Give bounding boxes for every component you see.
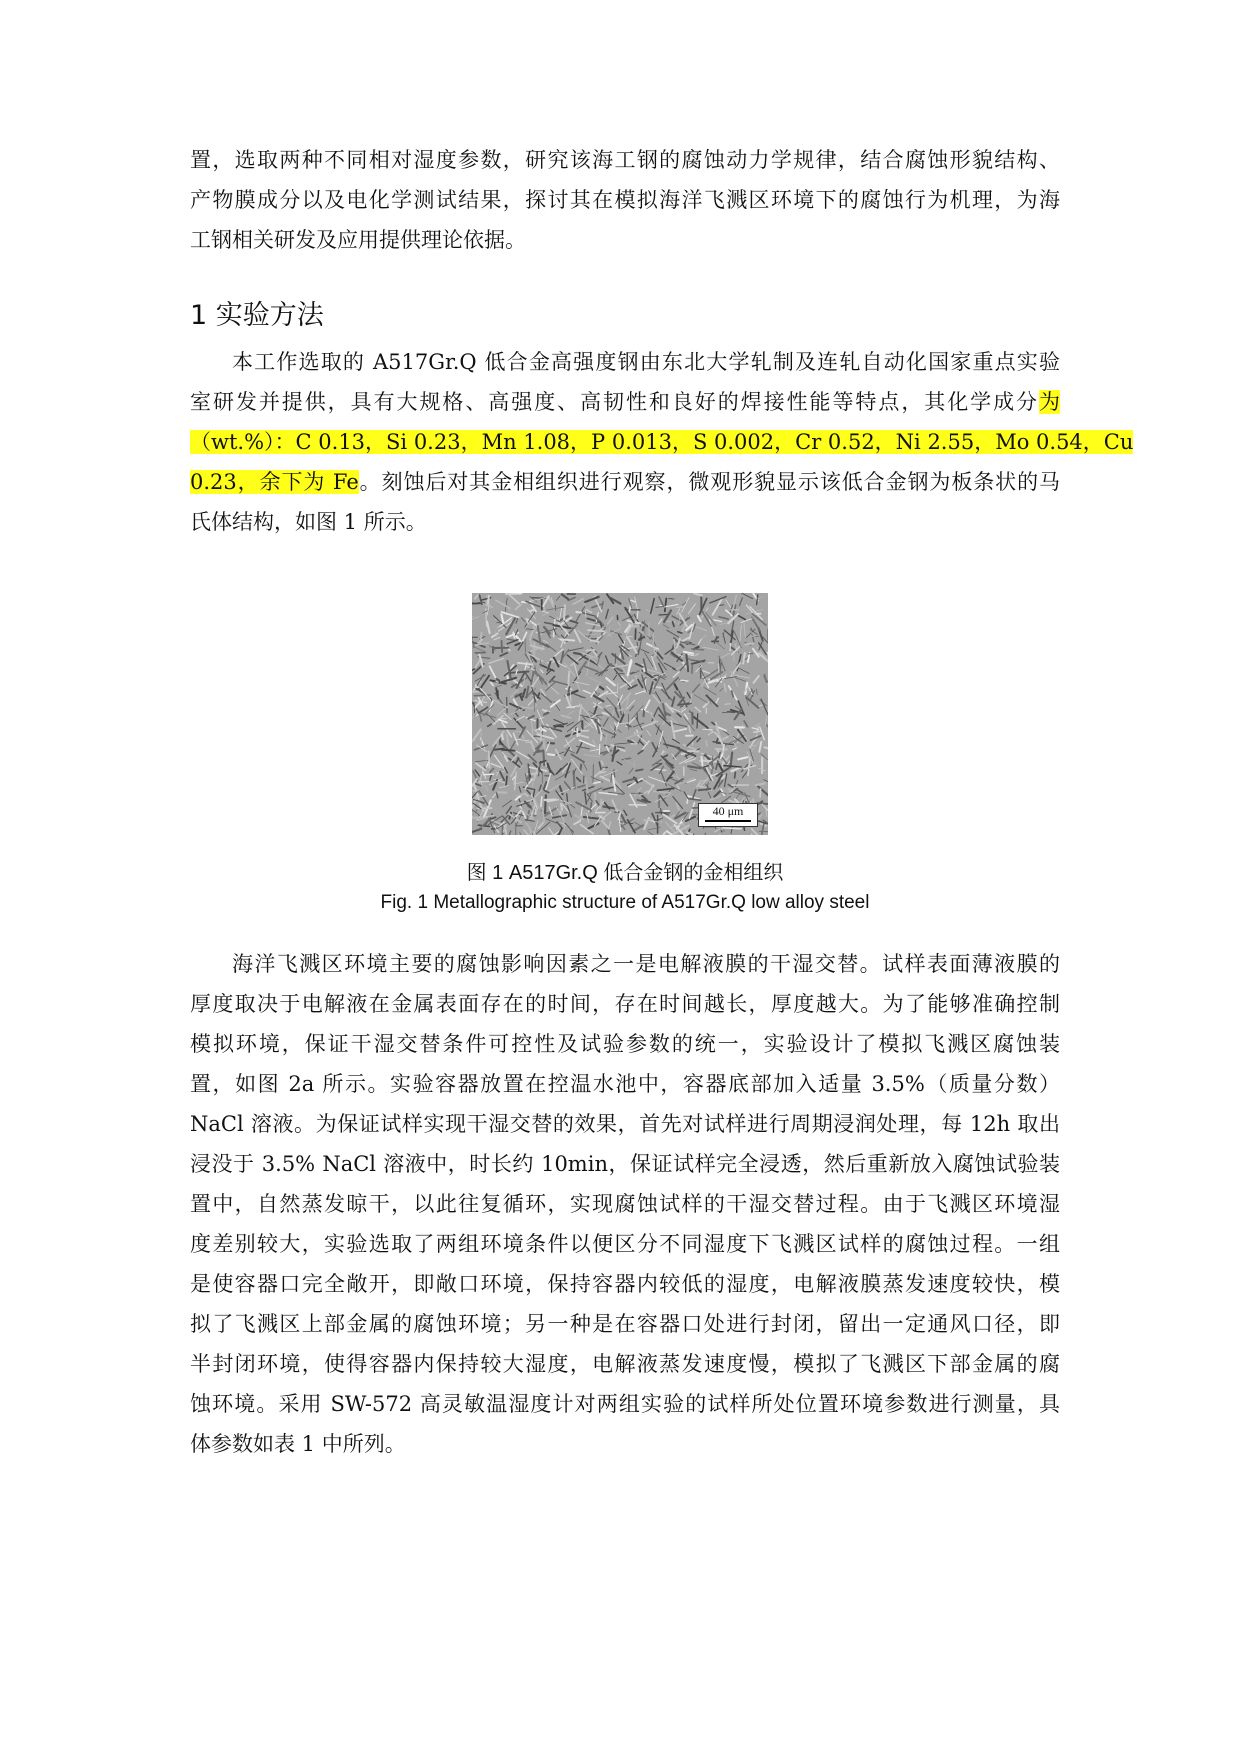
scale-bar-label: 40 μm	[712, 804, 744, 818]
body-line-9: 是使容器口完全敞开，即敞口环境，保持容器内较低的湿度，电解液膜蒸发速度较快，模	[190, 1272, 1060, 1296]
intro-line-2: 产物膜成分以及电化学测试结果，探讨其在模拟海洋飞溅区环境下的腐蚀行为机理，为海	[190, 188, 1060, 212]
body-line-6: 浸没于 3.5% NaCl 溶液中，时长约 10min，保证试样完全浸透，然后重新放入腐蚀试验装	[190, 1152, 1060, 1176]
body-line-2: 厚度取决于电解液在金属表面存在的时间，存在时间越长，厚度越大。为了能够准确控制	[190, 992, 1060, 1016]
intro-line-3: 工钢相关研发及应用提供理论依据。	[190, 228, 526, 252]
body-line-10: 拟了飞溅区上部金属的腐蚀环境；另一种是在容器口处进行封闭，留出一定通风口径，即	[190, 1312, 1060, 1336]
section-heading: 1 实验方法	[190, 300, 324, 331]
body-line-4: 置，如图 2a 所示。实验容器放置在控温水池中，容器底部加入适量 3.5%（质量分数）	[190, 1072, 1060, 1096]
body-paragraph	[190, 944, 1060, 1464]
scale-bar	[698, 803, 758, 827]
micrograph-texture	[472, 593, 768, 835]
intro-line-1: 置，选取两种不同相对湿度参数，研究该海工钢的腐蚀动力学规律，结合腐蚀形貌结构、	[190, 148, 1060, 172]
method-line-5: 氏体结构，如图 1 所示。	[190, 510, 427, 534]
highlighted-composition: （wt.%）：C 0.13，Si 0.23，Mn 1.08，P 0.013，S 0.002，Cr 0.52，Ni 2.55，Mo 0.54，Cu	[190, 430, 1134, 454]
body-line-12: 蚀环境。采用 SW-572 高灵敏温湿度计对两组实验的试样所处位置环境参数进行测量，具	[190, 1392, 1060, 1416]
micrograph-image	[472, 593, 768, 835]
body-line-3: 模拟环境，保证干湿交替条件可控性及试验参数的统一，实验设计了模拟飞溅区腐蚀装	[190, 1032, 1060, 1056]
highlighted-composition-end: 0.23，余下为 Fe	[190, 470, 359, 494]
method-line-1: 本工作选取的 A517Gr.Q 低合金高强度钢由东北大学轧制及连轧自动化国家重点实验	[232, 350, 1060, 374]
method-line-3	[190, 422, 1134, 462]
body-line-7: 置中，自然蒸发晾干，以此往复循环，实现腐蚀试样的干湿交替过程。由于飞溅区环境湿	[190, 1192, 1060, 1216]
scale-bar-line	[705, 820, 751, 822]
body-line-1: 海洋飞溅区环境主要的腐蚀影响因素之一是电解液膜的干湿交替。试样表面薄液膜的	[232, 952, 1060, 976]
body-line-11: 半封闭环境，使得容器内保持较大湿度，电解液蒸发速度慢，模拟了飞溅区下部金属的腐	[190, 1352, 1060, 1376]
method-line-2	[190, 382, 1060, 422]
method-line-4	[190, 462, 1060, 502]
figure-caption-cn: 图 1 A517Gr.Q 低合金钢的金相组织	[466, 862, 784, 884]
body-line-8: 度差别较大，实验选取了两组环境条件以便区分不同湿度下飞溅区试样的腐蚀过程。一组	[190, 1232, 1060, 1256]
body-line-13: 体参数如表 1 中所列。	[190, 1432, 406, 1456]
highlighted-text: 为	[1039, 390, 1060, 414]
intro-paragraph	[190, 140, 1060, 260]
method-line-4-text: 。刻蚀后对其金相组织进行观察，微观形貌显示该低合金钢为板条状的马	[358, 470, 1060, 494]
method-paragraph	[190, 342, 1134, 542]
method-line-2-text: 室研发并提供，具有大规格、高强度、高韧性和良好的焊接性能等特点，其化学成分	[190, 390, 1039, 414]
figure-caption-en: Fig. 1 Metallographic structure of A517Gr.Q low alloy steel	[380, 892, 870, 913]
body-line-5: NaCl 溶液。为保证试样实现干湿交替的效果，首先对试样进行周期浸润处理，每 12h 取出	[190, 1112, 1060, 1136]
